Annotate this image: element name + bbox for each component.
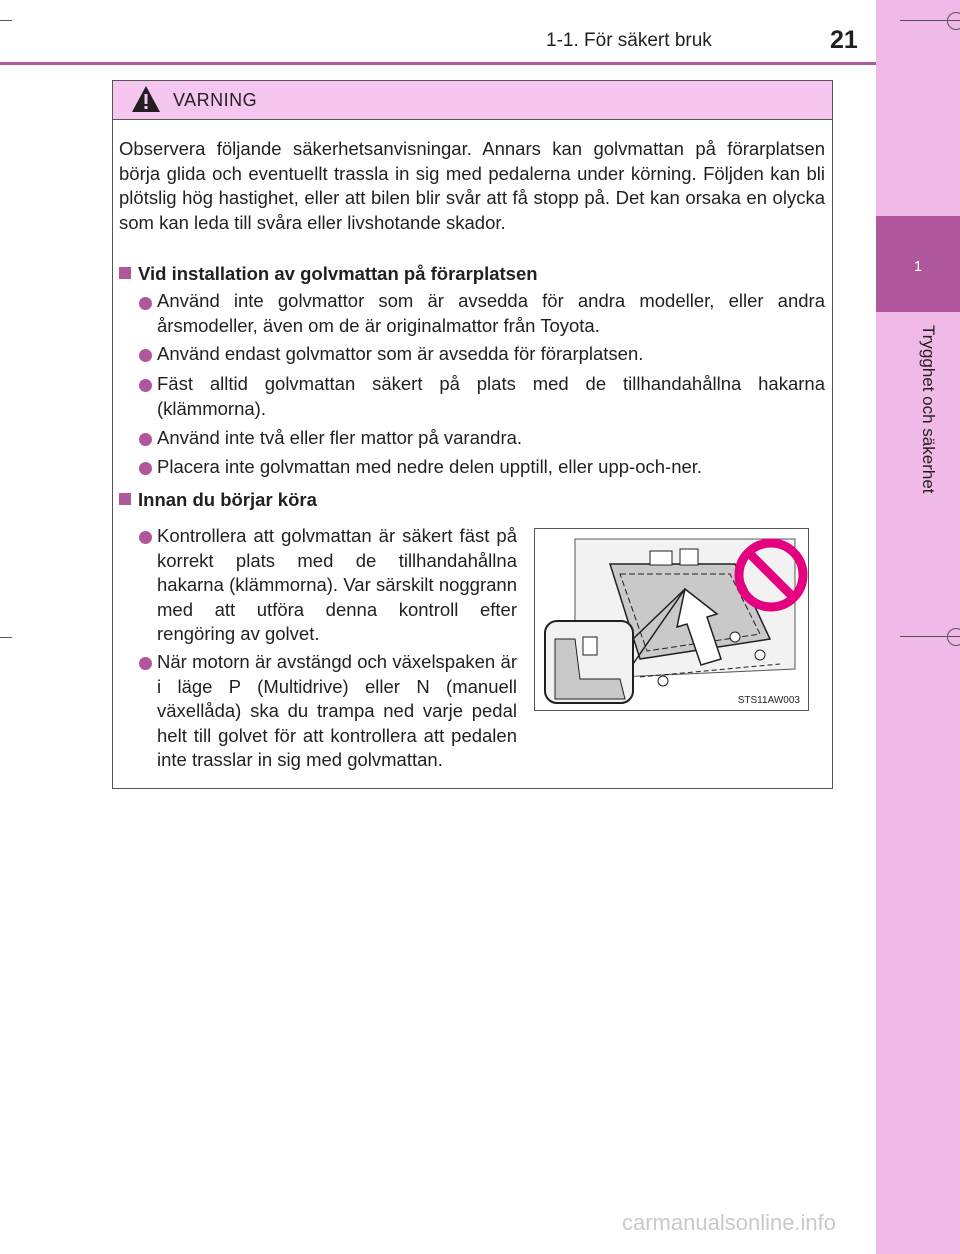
bullet-dot-icon bbox=[139, 349, 152, 362]
square-bullet-icon bbox=[119, 267, 131, 279]
section-heading bbox=[119, 263, 538, 285]
header-divider bbox=[0, 62, 876, 65]
crop-line bbox=[0, 20, 12, 21]
list-item: När motorn är avstängd och växelspaken är i läge P (Multidrive) eller N (manuell växellåda) ska du trampa ned varje pedal helt till golvet för att kontrollera att pedalen inte trasslar in sig med golvmattan. bbox=[157, 651, 517, 771]
page-number: 21 bbox=[830, 26, 858, 54]
bullet-dot-icon bbox=[139, 297, 152, 310]
bullet-dot-icon bbox=[139, 462, 152, 475]
side-tab bbox=[876, 0, 960, 1254]
figure-code: STS11AW003 bbox=[737, 695, 800, 706]
section-heading-text: Innan du börjar köra bbox=[138, 489, 317, 510]
bullet-dot-icon bbox=[139, 433, 152, 446]
list-item: Kontrollera att golvmattan är säkert fäst på korrekt plats med de tillhandahållna hakarna (klämmorna). Var särskilt noggrann med att utföra denna kontroll efter rengöring av golvet. bbox=[157, 525, 517, 645]
chapter-title: 1-1. För säkert bruk bbox=[546, 30, 712, 51]
bullet-dot-icon bbox=[139, 379, 152, 392]
crop-line bbox=[900, 20, 960, 21]
side-tab-number: 1 bbox=[913, 258, 923, 275]
warning-header bbox=[113, 81, 832, 120]
warning-intro: Observera följande säkerhetsanvisningar. Annars kan golvmattan på förarplatsen börja glida och eventuellt trassla in sig med pedalerna under körning. Följden kan bli plötslig hög hastighet, eller att bilen blir svår att få stopp på. Det kan orsaka en olycka som kan leda till svåra eller livshotande skador. bbox=[119, 138, 825, 233]
section-heading bbox=[119, 489, 317, 511]
warning-title: VARNING bbox=[173, 90, 258, 110]
bullet-dot-icon bbox=[139, 657, 152, 670]
list-item: Använd inte golvmattor som är avsedda för andra modeller, eller andra årsmodeller, även om de är originalmattor från Toyota. bbox=[157, 290, 825, 336]
bullet-dot-icon bbox=[139, 531, 152, 544]
side-tab-label: Trygghet och säkerhet bbox=[919, 325, 938, 494]
list-item: Fäst alltid golvmattan säkert på plats med de tillhandahållna hakarna (klämmorna). bbox=[157, 373, 825, 419]
warning-box bbox=[112, 80, 833, 789]
crop-line bbox=[900, 636, 960, 637]
square-bullet-icon bbox=[119, 493, 131, 505]
floor-mat-illustration bbox=[534, 528, 809, 711]
watermark: carmanualsonline.info bbox=[622, 1210, 837, 1235]
list-item: Använd endast golvmattor som är avsedda för förarplatsen. bbox=[157, 343, 644, 364]
warning-triangle-icon bbox=[131, 85, 161, 113]
crop-line bbox=[0, 637, 12, 638]
list-item: Använd inte två eller fler mattor på varandra. bbox=[157, 427, 523, 448]
section-heading-text: Vid installation av golvmattan på förarplatsen bbox=[138, 263, 538, 284]
crop-mark-icon bbox=[947, 12, 960, 30]
floor-mat-drawing bbox=[535, 529, 808, 710]
list-item: Placera inte golvmattan med nedre delen upptill, eller upp-och-ner. bbox=[157, 456, 703, 477]
crop-mark-icon bbox=[947, 628, 960, 646]
